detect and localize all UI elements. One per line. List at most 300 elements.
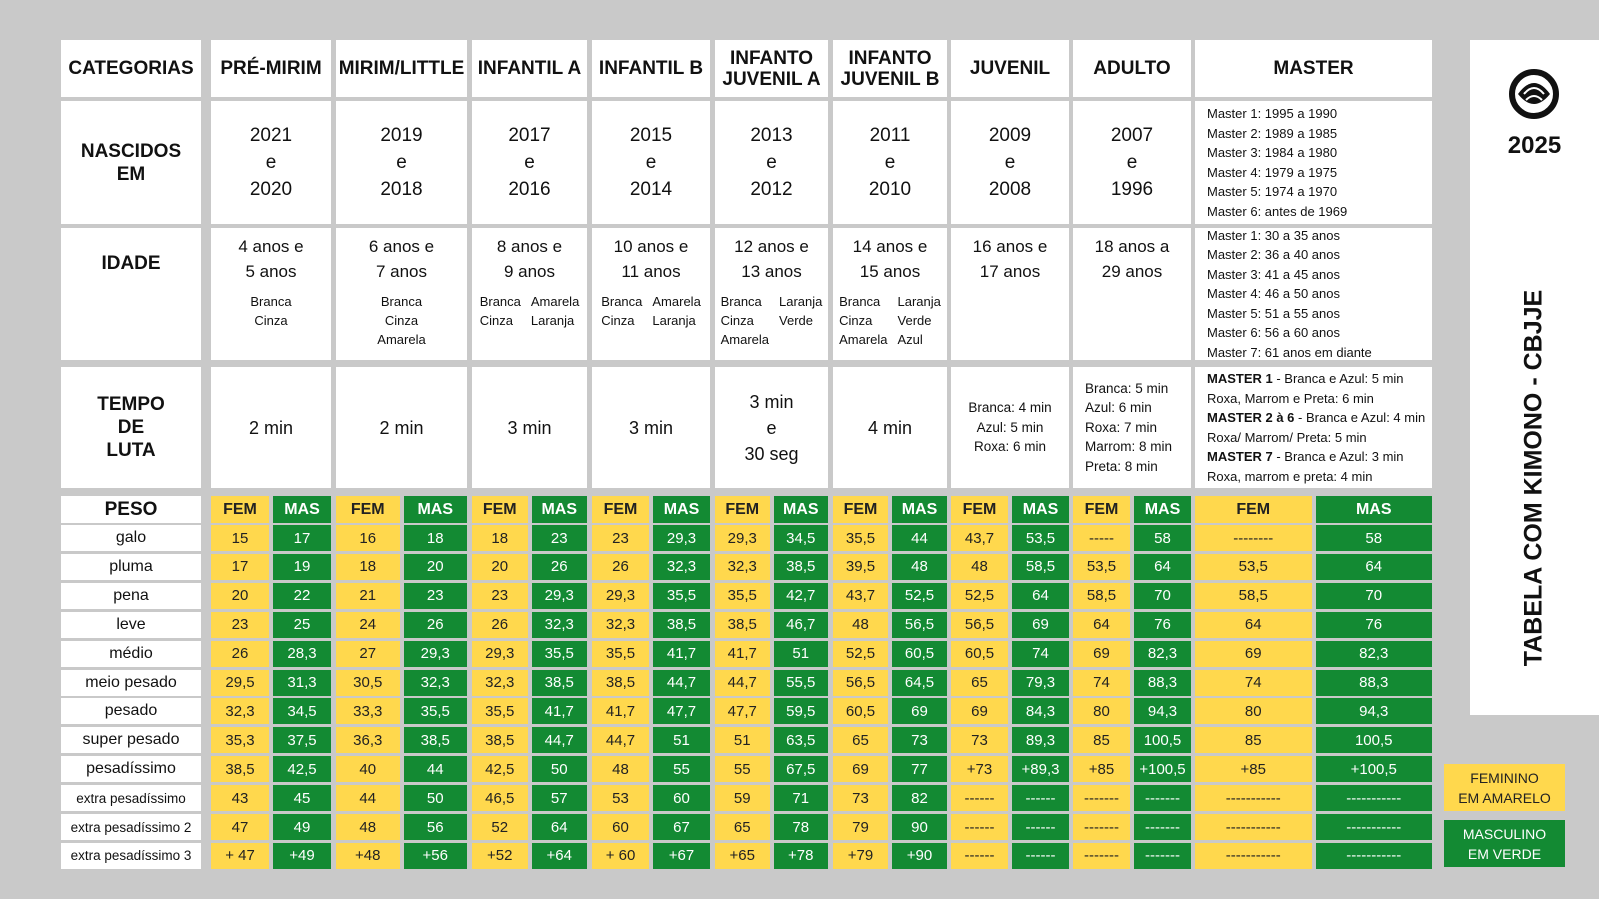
belt-list [839, 292, 941, 349]
tempo-text: LUTA [106, 440, 156, 461]
mas-weight-cell: 58,5 [1012, 554, 1069, 580]
fem-weight-cell: 23 [472, 583, 528, 609]
fem-weight-cell: 69 [1073, 641, 1130, 667]
mas-weight-cell: 74 [1012, 641, 1069, 667]
mas-weight-cell: ----------- [1316, 814, 1433, 840]
mas-weight-cell: 47,7 [653, 698, 710, 724]
mas-weight-cell: 78 [774, 814, 829, 840]
age-range [472, 228, 587, 360]
birth-year-text: e [1126, 152, 1138, 173]
legend-masculino: MASCULINO EM VERDE [1444, 820, 1565, 867]
fem-weight-cell: 21 [336, 583, 400, 609]
weight-label-row: pesado [61, 698, 201, 724]
mas-weight-cell: ------- [1134, 785, 1191, 811]
mas-weight-cell: 23 [532, 525, 588, 551]
year-label: 2025 [1507, 132, 1562, 159]
mas-weight-cell: 28,3 [273, 641, 331, 667]
age-range [211, 228, 331, 360]
belt-text: Cinza [254, 313, 288, 328]
birth-years [715, 101, 828, 224]
mas-weight-cell: 29,3 [653, 525, 710, 551]
mas-weight-cell: 79,3 [1012, 670, 1069, 696]
birth-year-text: 2016 [508, 179, 551, 200]
fem-weight-cell: 38,5 [211, 756, 269, 782]
category-header: MIRIM/LITTLE [336, 40, 467, 97]
age-text: Master 1: 30 a 35 anos [1207, 227, 1340, 243]
age-range [336, 228, 467, 360]
master-level: MASTER 2 à 6 [1207, 410, 1295, 425]
time-text: Azul: 5 min [976, 419, 1044, 435]
age-text: Master 6: 56 a 60 anos [1207, 325, 1340, 341]
fem-weight-cell: +85 [1073, 756, 1130, 782]
fem-header: FEM [211, 496, 269, 523]
mas-weight-cell: 76 [1316, 612, 1433, 638]
fem-weight-cell: 69 [833, 756, 888, 782]
age-text: 16 anos e [972, 237, 1048, 256]
belt-text: Verde [779, 313, 813, 328]
mas-header: MAS [653, 496, 710, 523]
fem-weight-cell: 29,5 [211, 670, 269, 696]
fem-weight-cell: 35,5 [472, 698, 528, 724]
birth-years [1073, 101, 1191, 224]
mas-weight-cell: +90 [892, 843, 947, 869]
birth-year-text: e [884, 152, 896, 173]
mas-weight-cell: 29,3 [404, 641, 468, 667]
mas-header: MAS [774, 496, 829, 523]
categorias-text: CATEGORIAS [68, 58, 194, 79]
time-text: 2 min [379, 417, 424, 438]
fem-weight-cell: 40 [336, 756, 400, 782]
fem-weight-cell: 52 [472, 814, 528, 840]
birth-year-text: Master 4: 1979 a 1975 [1207, 164, 1338, 180]
fem-weight-cell: ------- [1073, 785, 1130, 811]
mas-header: MAS [532, 496, 588, 523]
mas-weight-cell: 25 [273, 612, 331, 638]
mas-weight-cell: 50 [532, 756, 588, 782]
mas-weight-cell: 22 [273, 583, 331, 609]
fem-weight-cell: 38,5 [592, 670, 649, 696]
mas-weight-cell: 20 [404, 554, 468, 580]
fem-weight-cell: 56,5 [951, 612, 1008, 638]
age-text: 18 anos a [1094, 237, 1170, 256]
fem-weight-cell: + 60 [592, 843, 649, 869]
label-peso [61, 496, 201, 523]
mas-weight-cell: 73 [892, 727, 947, 753]
birth-year-text: e [1004, 152, 1016, 173]
birth-year-text: e [524, 152, 535, 173]
fem-weight-cell: +79 [833, 843, 888, 869]
fem-header: FEM [833, 496, 888, 523]
master-time-line [1207, 369, 1404, 389]
mas-weight-cell: 51 [774, 641, 829, 667]
belt-text: Laranja [530, 313, 575, 328]
age-range [592, 228, 710, 360]
mas-weight-cell: +49 [273, 843, 331, 869]
fight-time [211, 367, 331, 488]
mas-weight-cell: 34,5 [273, 698, 331, 724]
birth-year-text: e [645, 152, 657, 173]
legend-feminino: FEMININO EM AMARELO [1444, 764, 1565, 811]
age-text: 6 anos e [368, 237, 435, 256]
mas-weight-cell: +100,5 [1316, 756, 1433, 782]
age-text: 9 anos [503, 262, 556, 281]
fem-weight-cell: 56,5 [833, 670, 888, 696]
master-level: MASTER 7 [1207, 449, 1273, 464]
fem-weight-cell: 29,3 [592, 583, 649, 609]
fem-weight-cell: 44,7 [715, 670, 770, 696]
birth-year-text: 2021 [249, 125, 293, 146]
fem-weight-cell: 41,7 [592, 698, 649, 724]
age-range [951, 228, 1069, 360]
mas-weight-cell: 64 [1316, 554, 1433, 580]
mas-weight-cell: 64,5 [892, 670, 947, 696]
fem-weight-cell: 80 [1195, 698, 1312, 724]
mas-weight-cell: 57 [532, 785, 588, 811]
fem-weight-cell: 43,7 [833, 583, 888, 609]
fem-weight-cell: 32,3 [472, 670, 528, 696]
birth-year-text: 2011 [869, 125, 911, 146]
belt-text: Amarela [377, 332, 426, 347]
mas-weight-cell: 38,5 [532, 670, 588, 696]
belt-text: Branca [839, 294, 881, 309]
mas-weight-cell: 26 [404, 612, 468, 638]
age-text: Master 3: 41 a 45 anos [1207, 266, 1340, 282]
age-text: 7 anos [375, 262, 428, 281]
category-header: INFANTO JUVENIL A [715, 40, 828, 97]
fem-weight-cell: 42,5 [472, 756, 528, 782]
fem-header: FEM [951, 496, 1008, 523]
belt-text: Amarela [530, 294, 580, 309]
mas-weight-cell: 44,7 [653, 670, 710, 696]
weight-label-row: extra pesadíssimo 2 [61, 814, 201, 840]
time-text: 4 min [867, 417, 912, 438]
birth-years [211, 101, 331, 224]
fem-weight-cell: 58,5 [1073, 583, 1130, 609]
mas-weight-cell: 77 [892, 756, 947, 782]
mas-weight-cell: 19 [273, 554, 331, 580]
time-text: 30 seg [744, 443, 799, 464]
mas-weight-cell: 51 [653, 727, 710, 753]
time-text: e [766, 417, 777, 438]
fem-weight-cell: 33,3 [336, 698, 400, 724]
fight-time [1073, 367, 1191, 488]
cbjje-logo-icon [1504, 64, 1564, 124]
mas-header: MAS [1316, 496, 1433, 523]
birth-year-text: 2020 [249, 179, 293, 200]
mas-weight-cell: 64 [1134, 554, 1191, 580]
fem-weight-cell: 48 [592, 756, 649, 782]
age-text: 8 anos e [496, 237, 563, 256]
fem-weight-cell: 32,3 [211, 698, 269, 724]
fight-time [472, 367, 587, 488]
belt-group [531, 292, 579, 330]
belt-text: Laranja [652, 313, 696, 328]
mas-weight-cell: ------- [1134, 814, 1191, 840]
mas-weight-cell: 88,3 [1316, 670, 1433, 696]
mas-weight-cell: ------ [1012, 843, 1069, 869]
mas-weight-cell: 42,5 [273, 756, 331, 782]
weight-label-row: pesadíssimo [61, 756, 201, 782]
birth-years [1195, 101, 1432, 224]
age-range [1073, 228, 1191, 360]
birth-year-text: Master 3: 1984 a 1980 [1207, 145, 1338, 160]
birth-year-text: 2015 [629, 125, 673, 146]
fem-weight-cell: + 47 [211, 843, 269, 869]
fem-header: FEM [1195, 496, 1312, 523]
mas-weight-cell: 58 [1134, 525, 1191, 551]
fem-header: FEM [472, 496, 528, 523]
category-header: ADULTO [1073, 40, 1191, 97]
fem-weight-cell: 53,5 [1195, 554, 1312, 580]
fem-weight-cell: ------ [951, 843, 1008, 869]
mas-weight-cell: +89,3 [1012, 756, 1069, 782]
age-text: Master 5: 51 a 55 anos [1207, 305, 1340, 321]
mas-weight-cell: ----------- [1316, 843, 1433, 869]
master-level: MASTER 1 [1207, 371, 1273, 386]
birth-year-text: 2017 [508, 125, 551, 146]
fem-weight-cell: 35,5 [715, 583, 770, 609]
belt-text: Verde [897, 313, 932, 328]
belt-text: Branca [380, 294, 423, 309]
age-text: 11 anos [621, 262, 681, 281]
fem-weight-cell: 64 [1073, 612, 1130, 638]
mas-weight-cell: 70 [1316, 583, 1433, 609]
age-text: 13 anos [741, 262, 802, 281]
time-text: Roxa: 6 min [973, 439, 1047, 455]
fem-weight-cell: 60,5 [833, 698, 888, 724]
weight-label-row: leve [61, 612, 201, 638]
mas-weight-cell: 26 [532, 554, 588, 580]
mas-weight-cell: 18 [404, 525, 468, 551]
fem-weight-cell: 48 [951, 554, 1008, 580]
mas-weight-cell: 31,3 [273, 670, 331, 696]
fem-weight-cell: 65 [951, 670, 1008, 696]
fem-weight-cell: 26 [211, 641, 269, 667]
birth-year-text: 2009 [988, 125, 1032, 146]
mas-weight-cell: 38,5 [774, 554, 829, 580]
fem-weight-cell: 74 [1195, 670, 1312, 696]
belt-text: Cinza [601, 313, 635, 328]
fight-time [951, 367, 1069, 488]
belt-list [250, 292, 291, 330]
fem-weight-cell: 52,5 [833, 641, 888, 667]
belt-text: Laranja [779, 294, 823, 309]
label-nascidos [61, 101, 201, 224]
mas-weight-cell: 94,3 [1316, 698, 1433, 724]
birth-years [833, 101, 947, 224]
master-time-line [1207, 467, 1372, 487]
tempo-text: DE [117, 417, 145, 438]
label-tempo-de-luta [61, 367, 201, 488]
mas-weight-cell: 41,7 [653, 641, 710, 667]
fight-time [592, 367, 710, 488]
fem-weight-cell: 58,5 [1195, 583, 1312, 609]
birth-year-text: Master 1: 1995 a 1990 [1207, 106, 1338, 121]
master-time-line [1207, 408, 1425, 428]
birth-year-text: e [265, 152, 277, 173]
fem-weight-cell: 27 [336, 641, 400, 667]
fem-weight-cell: 29,3 [472, 641, 528, 667]
mas-weight-cell: 100,5 [1316, 727, 1433, 753]
fem-weight-cell: 47,7 [715, 698, 770, 724]
birth-year-text: e [766, 152, 777, 173]
mas-weight-cell: 56,5 [892, 612, 947, 638]
fight-time [833, 367, 947, 488]
mas-weight-cell: 35,5 [404, 698, 468, 724]
fem-weight-cell: +48 [336, 843, 400, 869]
fem-weight-cell: 80 [1073, 698, 1130, 724]
weight-label-row: médio [61, 641, 201, 667]
birth-year-text: 2013 [750, 125, 793, 146]
mas-weight-cell: 32,3 [532, 612, 588, 638]
mas-weight-cell: 42,7 [774, 583, 829, 609]
vertical-title: TABELA COM KIMONO - CBJJE [1519, 289, 1548, 667]
belt-text: Branca [720, 294, 762, 309]
mas-weight-cell: 82,3 [1316, 641, 1433, 667]
mas-weight-cell: 55 [653, 756, 710, 782]
weight-label-row: galo [61, 525, 201, 551]
fight-time [715, 367, 828, 488]
fem-weight-cell: ----- [1073, 525, 1130, 551]
fem-weight-cell: +73 [951, 756, 1008, 782]
weight-label-row: pena [61, 583, 201, 609]
fem-weight-cell: 55 [715, 756, 770, 782]
fem-weight-cell: 17 [211, 554, 269, 580]
mas-weight-cell: 45 [273, 785, 331, 811]
age-text: Master 4: 46 a 50 anos [1207, 286, 1340, 302]
master-time-text: Roxa/ Marrom/ Preta: 5 min [1207, 429, 1367, 445]
birth-years [592, 101, 710, 224]
time-text: 2 min [248, 417, 293, 438]
fem-weight-cell: 64 [1195, 612, 1312, 638]
mas-weight-cell: 58 [1316, 525, 1433, 551]
mas-header: MAS [1012, 496, 1069, 523]
mas-weight-cell: +78 [774, 843, 829, 869]
weight-label-row: extra pesadíssimo [61, 785, 201, 811]
age-range [1195, 228, 1432, 360]
belt-list [377, 292, 425, 349]
mas-weight-cell: 32,3 [653, 554, 710, 580]
fem-weight-cell: 85 [1195, 727, 1312, 753]
master-time-text: Roxa, Marrom e Preta: 6 min [1207, 390, 1374, 406]
mas-weight-cell: 56 [404, 814, 468, 840]
fem-weight-cell: 44,7 [592, 727, 649, 753]
fem-weight-cell: 20 [211, 583, 269, 609]
birth-year-text: 2007 [1110, 125, 1154, 146]
mas-weight-cell: +64 [532, 843, 588, 869]
fem-weight-cell: +85 [1195, 756, 1312, 782]
nascidos-text: NASCIDOS [80, 140, 182, 162]
fem-weight-cell: 73 [951, 727, 1008, 753]
mas-weight-cell: 44 [892, 525, 947, 551]
time-text: Roxa: 7 min [1085, 419, 1158, 435]
fem-weight-cell: ----------- [1195, 843, 1312, 869]
fem-weight-cell: 43,7 [951, 525, 1008, 551]
birth-years [336, 101, 467, 224]
fem-weight-cell: 43 [211, 785, 269, 811]
master-time-line [1207, 447, 1404, 467]
fem-weight-cell: 24 [336, 612, 400, 638]
fem-header: FEM [592, 496, 649, 523]
mas-weight-cell: 53,5 [1012, 525, 1069, 551]
time-text: 3 min [507, 417, 552, 438]
fem-weight-cell: 23 [211, 612, 269, 638]
belt-text: Azul [897, 332, 923, 347]
category-header: MASTER [1195, 40, 1432, 97]
fem-header: FEM [336, 496, 400, 523]
mas-weight-cell: 32,3 [404, 670, 468, 696]
master-time-text: - Branca e Azul: 3 min [1272, 449, 1404, 464]
fem-weight-cell: 48 [833, 612, 888, 638]
mas-weight-cell: ------ [1012, 785, 1069, 811]
birth-year-text: 1996 [1110, 179, 1154, 200]
age-text: 5 anos [245, 262, 297, 281]
belt-text: Cinza [839, 313, 873, 328]
mas-header: MAS [404, 496, 468, 523]
fem-weight-cell: 51 [715, 727, 770, 753]
mas-weight-cell: 94,3 [1134, 698, 1191, 724]
fem-weight-cell: 74 [1073, 670, 1130, 696]
mas-weight-cell: 84,3 [1012, 698, 1069, 724]
mas-weight-cell: 35,5 [653, 583, 710, 609]
mas-weight-cell: 69 [892, 698, 947, 724]
birth-years [951, 101, 1069, 224]
belt-group [480, 292, 521, 330]
fem-weight-cell: 32,3 [715, 554, 770, 580]
fem-weight-cell: ------- [1073, 814, 1130, 840]
birth-year-text: 2018 [380, 179, 423, 200]
em-text: EM [116, 163, 146, 185]
mas-weight-cell: ------ [1012, 814, 1069, 840]
fem-weight-cell: 23 [592, 525, 649, 551]
fem-weight-cell: 79 [833, 814, 888, 840]
mas-weight-cell: 52,5 [892, 583, 947, 609]
mas-weight-cell: 29,3 [532, 583, 588, 609]
time-text: Marrom: 8 min [1085, 439, 1173, 455]
category-header: JUVENIL [951, 40, 1069, 97]
tempo-text: TEMPO [97, 394, 165, 415]
belt-text: Laranja [897, 294, 941, 309]
mas-weight-cell: 63,5 [774, 727, 829, 753]
belt-group [721, 292, 769, 349]
mas-weight-cell: ------- [1134, 843, 1191, 869]
fem-weight-cell: 36,3 [336, 727, 400, 753]
belt-text: Branca [479, 294, 521, 309]
fem-weight-cell: ------- [1073, 843, 1130, 869]
fem-header: FEM [1073, 496, 1130, 523]
mas-weight-cell: 88,3 [1134, 670, 1191, 696]
birth-years [472, 101, 587, 224]
mas-weight-cell: 90 [892, 814, 947, 840]
birth-year-text: Master 6: antes de 1969 [1207, 203, 1348, 219]
mas-weight-cell: 67 [653, 814, 710, 840]
mas-weight-cell: 82 [892, 785, 947, 811]
mas-weight-cell: 44,7 [532, 727, 588, 753]
fight-time [336, 367, 467, 488]
fem-weight-cell: 47 [211, 814, 269, 840]
mas-weight-cell: 17 [273, 525, 331, 551]
mas-weight-cell: 50 [404, 785, 468, 811]
master-time-line [1207, 389, 1374, 409]
birth-year-text: e [396, 152, 407, 173]
fem-weight-cell: 16 [336, 525, 400, 551]
fem-weight-cell: 30,5 [336, 670, 400, 696]
mas-weight-cell: 38,5 [404, 727, 468, 753]
master-time-text: - Branca e Azul: 4 min [1294, 410, 1426, 425]
age-range [715, 228, 828, 360]
age-text: 4 anos e [238, 237, 304, 256]
fem-weight-cell: ----------- [1195, 785, 1312, 811]
